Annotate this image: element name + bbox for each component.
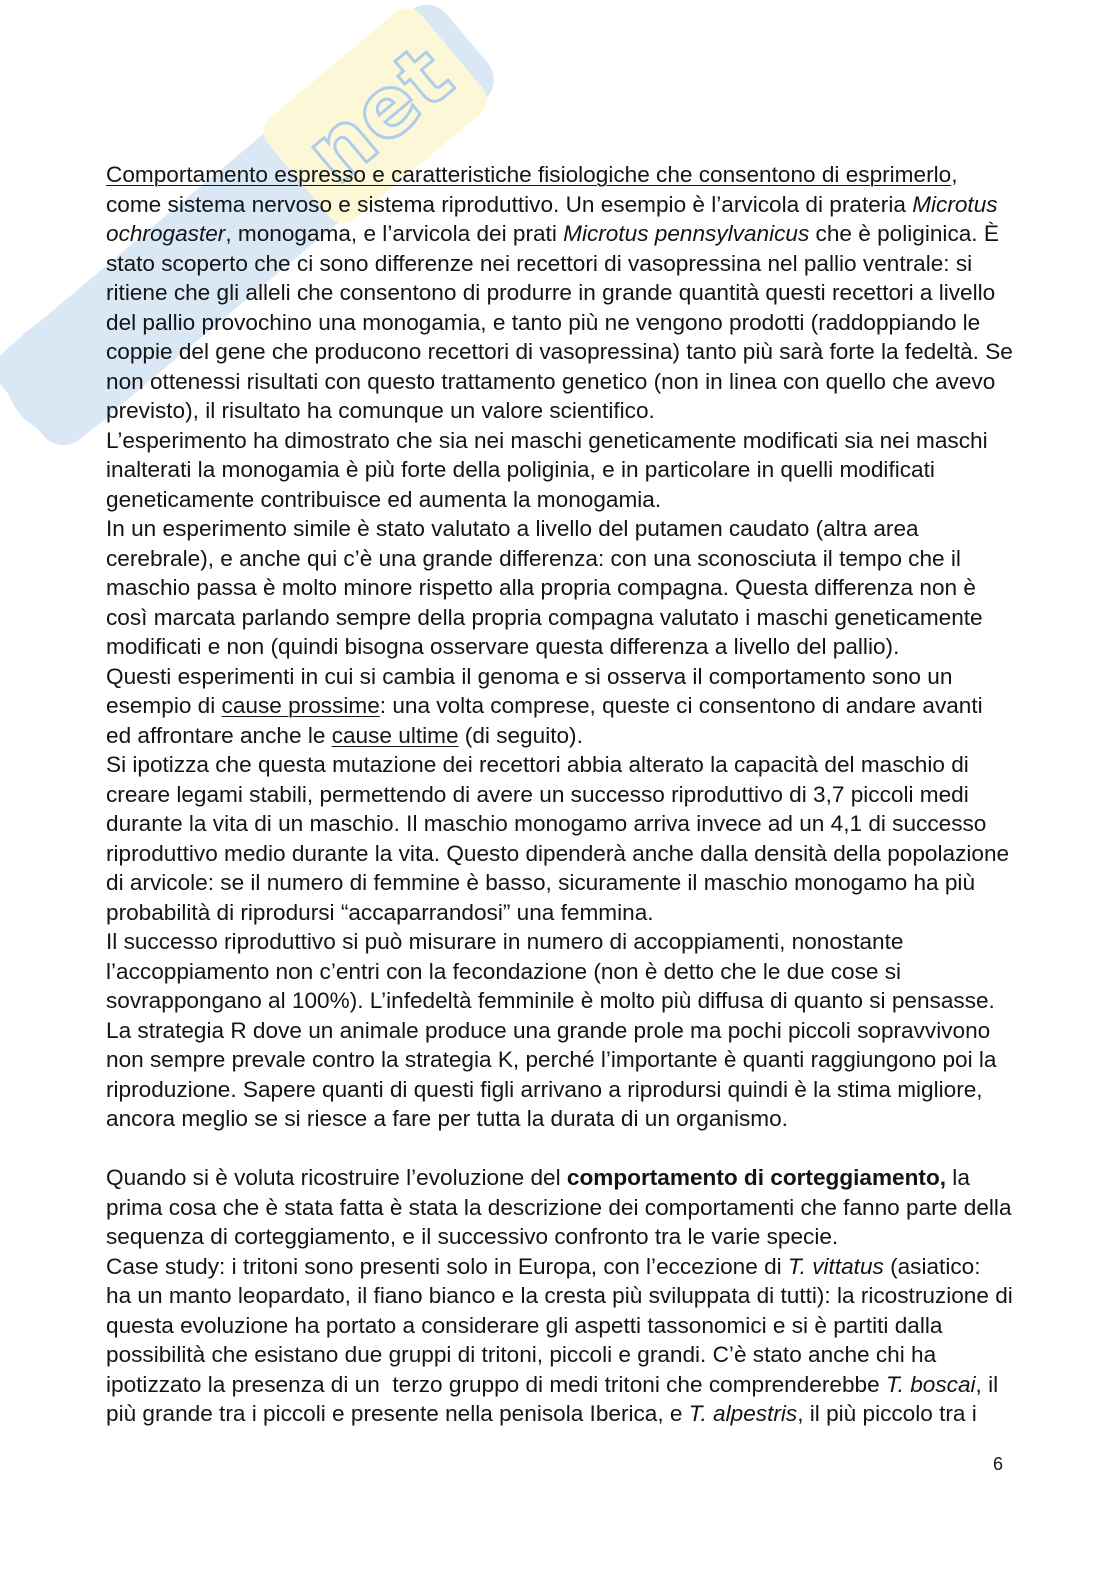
text-line	[106, 957, 1066, 987]
text-line	[106, 1252, 1066, 1282]
text-line	[106, 750, 1066, 780]
text-segment: Si ipotizza che questa mutazione dei recettori abbia alterato la capacità del maschio di	[106, 752, 969, 777]
text-segment: In un esperimento simile è stato valutato a livello del putamen caudato (altra area	[106, 516, 919, 541]
text-line	[106, 1399, 1066, 1429]
text-segment: Il successo riproduttivo si può misurare in numero di accoppiamenti, nonostante	[106, 929, 904, 954]
italic-term: T. vittatus	[787, 1253, 884, 1279]
text-line	[106, 1104, 1066, 1134]
text-segment: ritiene che gli alleli che consentono di produrre in grande quantità questi recettori a livello	[106, 280, 996, 305]
italic-term: ochrogaster	[106, 221, 226, 246]
text-segment: sovrappongano al 100%). L’infedeltà femminile è molto più diffusa di quanto si pensasse.	[106, 988, 995, 1013]
text-segment: ipotizzato la presenza di un terzo gruppo di medi tritoni che comprenderebbe	[106, 1371, 886, 1397]
text-segment: questa evoluzione ha portato a considerare gli aspetti tassonomici e si è partiti dalla	[106, 1312, 943, 1338]
text-segment: ed affrontare anche le	[106, 722, 332, 748]
text-segment: geneticamente contribuisce ed aumenta la monogamia.	[106, 486, 662, 512]
svg-text:net: net	[286, 26, 471, 203]
text-segment: così marcata parlando sempre della propria compagna valutato i maschi geneticamente	[106, 604, 983, 630]
text-segment: previsto), il risultato ha comunque un valore scientifico.	[106, 398, 655, 423]
text-line	[106, 337, 1066, 367]
text-segment: prima cosa che è stata fatta è stata la descrizione dei comportamenti che fanno parte della	[106, 1194, 1012, 1220]
bold-term: comportamento di corteggiamento,	[566, 1165, 947, 1190]
text-segment: , il più piccolo tra i	[797, 1401, 977, 1426]
text-line	[106, 1370, 1066, 1400]
text-segment: durante la vita di un maschio. Il maschio monogamo arriva invece ad un 4,1 di successo	[106, 811, 987, 836]
text-line	[106, 1163, 1066, 1193]
text-line	[106, 485, 1066, 515]
text-line	[106, 927, 1066, 957]
text-segment: l’accoppiamento non c’entri con la fecondazione (non è detto che le due cose si	[106, 958, 902, 984]
underlined-term: cause prossime	[221, 693, 380, 718]
text-line	[106, 1281, 1066, 1311]
text-segment: possibilità che esistano due gruppi di tritoni, piccoli e grandi. C’è stato anche chi ha	[106, 1342, 937, 1367]
text-segment: di arvicole: se il numero di femmine è basso, sicuramente il maschio monogamo ha più	[106, 870, 976, 895]
text-line	[106, 632, 1066, 662]
text-segment: , il	[975, 1371, 999, 1397]
text-segment: creare legami stabili, permettendo di avere un successo riproduttivo di 3,7 piccoli medi	[106, 781, 969, 807]
text-line	[106, 839, 1066, 869]
text-segment: come sistema nervoso e sistema riproduttivo. Un esempio è l’arvicola di prateria	[106, 191, 913, 217]
text-segment: più grande tra i piccoli e presente nella penisola Iberica, e	[106, 1401, 689, 1426]
text-line	[106, 662, 1066, 692]
text-segment: ha un manto leopardato, il fiano bianco e la cresta più sviluppata di tutti): la ricostruzione di	[106, 1283, 1013, 1308]
text-segment: : una volta comprese, queste ci consentono di andare avanti	[379, 693, 983, 718]
text-segment: stato scoperto che ci sono differenze nei recettori di vasopressina nel pallio ventrale: si	[106, 250, 973, 276]
text-line	[106, 308, 1066, 338]
text-line	[106, 219, 1066, 249]
text-line	[106, 1340, 1066, 1370]
text-segment: coppie del gene che producono recettori di vasopressina) tanto più sarà forte la fedeltà. Se	[106, 339, 1013, 364]
text-segment: Case study: i tritoni sono presenti solo in Europa, con l’eccezione di	[106, 1253, 788, 1279]
text-segment: cerebrale), e anche qui c’è una grande differenza: con una sconosciuta il tempo che il	[106, 545, 961, 571]
text-line	[106, 455, 1066, 485]
text-line	[106, 898, 1066, 928]
text-line	[106, 367, 1066, 397]
text-segment: riproduzione. Sapere quanti di questi figli arrivano a riprodursi quindi è la stima migliore,	[106, 1076, 983, 1102]
italic-term: Microtus	[912, 191, 998, 217]
text-line	[106, 278, 1066, 308]
text-line	[106, 190, 1066, 220]
underlined-term: cause ultime	[331, 722, 459, 748]
text-segment: maschio passa è molto minore rispetto alla propria compagna. Questa differenza non è	[106, 575, 976, 600]
text-line	[106, 544, 1066, 574]
text-line	[106, 514, 1066, 544]
text-segment: Questi esperimenti in cui si cambia il genoma e si osserva il comportamento sono un	[106, 663, 953, 689]
text-segment: ,	[951, 162, 958, 187]
text-segment: (di seguito).	[458, 722, 583, 748]
text-line	[106, 249, 1066, 279]
text-segment: non sempre prevale contro la strategia K, perché l’importante è quanti raggiungono poi la	[106, 1047, 997, 1072]
text-line	[106, 573, 1066, 603]
text-segment: sequenza di corteggiamento, e il successivo confronto tra le varie specie.	[106, 1224, 839, 1249]
text-line	[106, 426, 1066, 456]
text-line	[106, 396, 1066, 426]
text-segment: (asiatico:	[883, 1253, 981, 1279]
text-line	[106, 1016, 1066, 1046]
text-line	[106, 160, 1066, 190]
text-line	[106, 1075, 1066, 1105]
blank-line	[106, 1134, 1066, 1164]
text-line	[106, 986, 1066, 1016]
text-segment: ancora meglio se si riesce a fare per tutta la durata di un organismo.	[106, 1106, 788, 1131]
text-segment: esempio di	[106, 693, 222, 718]
document-body	[106, 160, 1066, 1429]
text-line	[106, 721, 1066, 751]
text-line	[106, 1045, 1066, 1075]
text-segment: modificati e non (quindi bisogna osservare questa differenza a livello del pallio).	[106, 634, 900, 659]
italic-term: Microtus pennsylvanicus	[563, 221, 810, 246]
text-segment: che è poliginica. È	[809, 221, 999, 246]
text-line	[106, 1193, 1066, 1223]
text-segment: Quando si è voluta ricostruire l’evoluzione del	[106, 1165, 567, 1190]
text-segment: La strategia R dove un animale produce una grande prole ma pochi piccoli sopravvivono	[106, 1017, 991, 1043]
text-line	[106, 868, 1066, 898]
text-segment: del pallio provochino una monogamia, e tanto più ne vengono prodotti (raddoppiando le	[106, 309, 981, 335]
text-segment: inalterati la monogamia è più forte della poliginia, e in particolare in quelli modificati	[106, 457, 935, 482]
text-segment: riproduttivo medio durante la vita. Questo dipenderà anche dalla densità della popolazione	[106, 840, 1010, 866]
italic-term: T. alpestris	[688, 1401, 798, 1426]
underlined-term: Comportamento espresso e caratteristiche fisiologiche che consentono di esprimerlo	[106, 162, 952, 187]
text-segment: la	[946, 1165, 970, 1190]
page-number: 6	[993, 1454, 1004, 1474]
text-line	[106, 809, 1066, 839]
italic-term: T. boscai	[885, 1371, 976, 1397]
text-line	[106, 780, 1066, 810]
text-segment: , monogama, e l’arvicola dei prati	[225, 221, 564, 246]
text-line	[106, 603, 1066, 633]
text-segment: L’esperimento ha dimostrato che sia nei maschi geneticamente modificati sia nei maschi	[106, 427, 988, 453]
text-line	[106, 691, 1066, 721]
text-segment: probabilità di riprodursi “accaparrandosi” una femmina.	[106, 899, 654, 925]
text-line	[106, 1222, 1066, 1252]
text-segment: non ottenessi risultati con questo trattamento genetico (non in linea con quello che avevo	[106, 368, 996, 394]
text-line	[106, 1311, 1066, 1341]
